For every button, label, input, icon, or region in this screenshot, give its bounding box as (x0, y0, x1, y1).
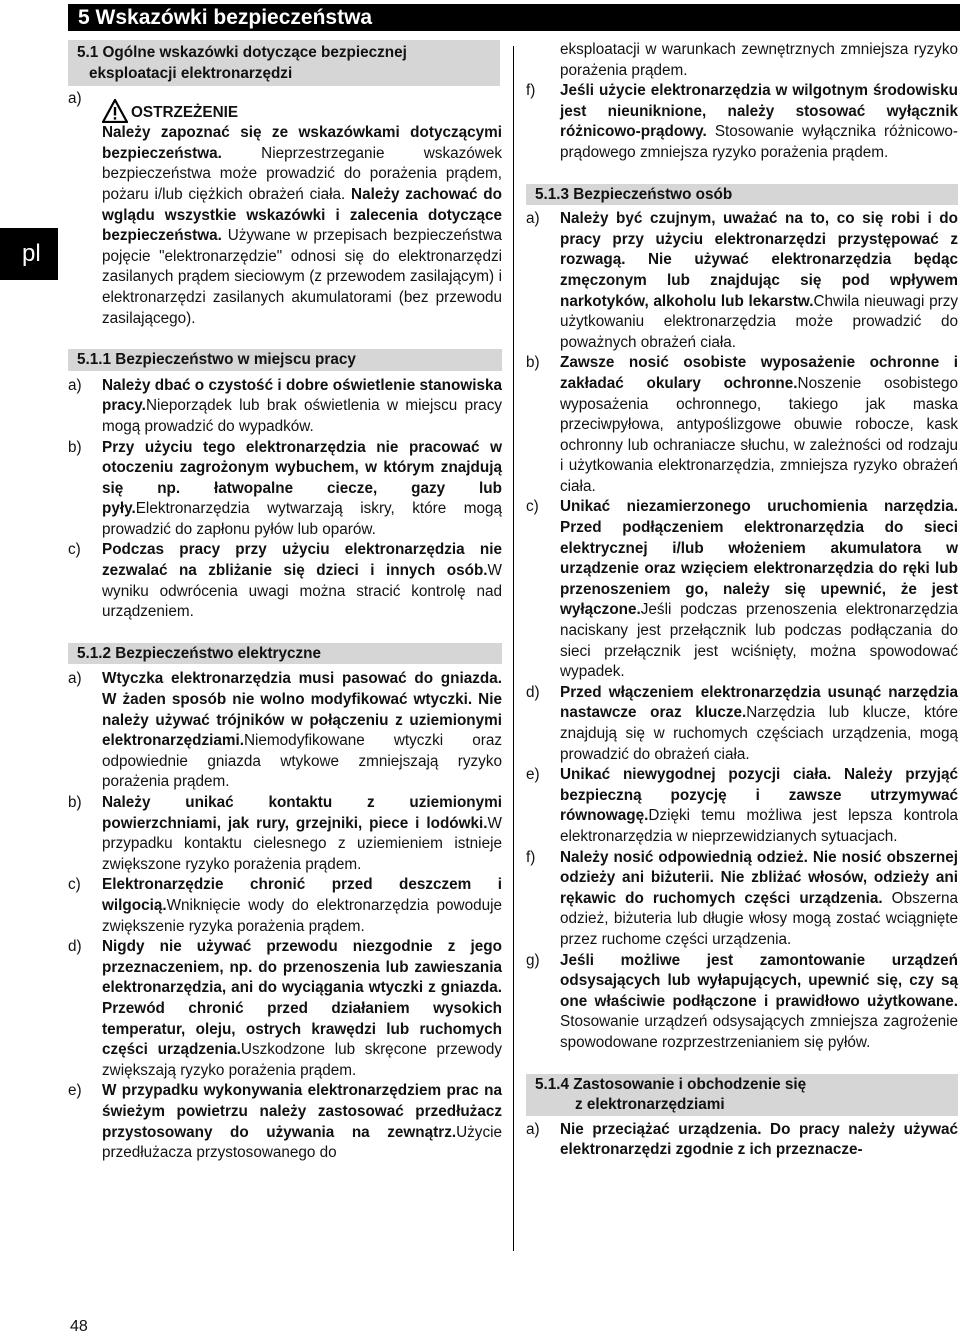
item-body-text: Niemodyfikowane wtyczki oraz odpowiednie gniazda wtykowe zmniejszają ryzyko porażenia prądem. (102, 732, 502, 791)
item-bold-text: Należy unikać kontaktu z uziemionymi powierzchniami, jak rury, grzejniki, piece i lodówki. (102, 794, 502, 832)
item-bold-text: Przed włączeniem elektronarzędzia usunąć narzędzia nastawcze oraz klucze. (560, 683, 958, 722)
list-item (526, 765, 958, 847)
item-label: c) (68, 541, 81, 559)
item-text (102, 376, 502, 438)
list-item (68, 438, 502, 541)
section-5-1-heading (68, 40, 500, 86)
item-text (560, 765, 958, 847)
item-text (560, 209, 958, 353)
item-bold-text: Należy nosić odpowiednią odzież. Nie nosić obszernej odzieży ani biżuterii. Nie zbliżać włosów, odzieży ani rękawic do ruchomych części urządzenia. (560, 848, 958, 907)
item-bold-text: Elektronarzędzie chronić przed deszczem i wilgocią. (102, 876, 502, 914)
item-bold-text: Należy dbać o czystość i dobre oświetlenie stanowiska pracy. (102, 376, 502, 415)
list-item (68, 793, 502, 875)
warning-heading (102, 99, 502, 123)
item-bold-text: Podczas pracy przy użyciu elektronarzędzia nie zezwalać na zbliżanie się dzieci i innych osób. (102, 541, 502, 580)
item-bold-text: Jeśli użycie elektronarzędzia w wilgotnym środowisku jest nieuniknione, należy stosować wyłącznik różnicowo-prądowy. (560, 82, 958, 141)
item-text (102, 875, 502, 937)
item-text (560, 1120, 958, 1161)
list-item (526, 951, 958, 1054)
item-body-text: Chwila nieuwagi przy użytkowaniu elektronarzędzia może prowadzić do poważnych obrażeń ciała. (560, 292, 958, 351)
item-bold-text: Należy zapoznać się ze wskazówkami dotyczącymi bezpieczeństwa. (102, 124, 502, 162)
list-item (526, 353, 958, 497)
list-item (68, 669, 502, 793)
item-body-text: Nieporządek lub brak oświetlenia w miejscu pracy mogą prowadzić do wypadków. (102, 397, 502, 435)
item-body-text: Nieprzestrzeganie wskazówek bezpieczeństwa może prowadzić do porażenia prądem, pożaru i/lub ciężkich obrażeń ciała. (102, 144, 502, 203)
item-bold-text: Unikać niewygodnej pozycji ciała. Należy przyjąć bezpieczną pozycję i zawsze utrzymywać równowagę. (560, 766, 958, 825)
item-body-text: Uszkodzone lub skręcone przewody zwiększają ryzyko porażenia prądem. (102, 1041, 502, 1079)
section-5-1-4-heading (526, 1074, 958, 1116)
item-label: a) (526, 1120, 540, 1138)
section-5-1-1-heading (68, 349, 502, 371)
section-5-1-heading-line2: eksploatacji elektronarzędzi (89, 64, 293, 82)
warning-label: OSTRZEŻENIE (131, 103, 239, 121)
column-divider (513, 46, 514, 1251)
item-text (102, 937, 502, 1081)
list-item (526, 497, 958, 682)
item-body-text: Noszenie osobistego wyposażenia ochronnego, takiego jak maska przeciwpyłowa, antypoślizgowe obuwie robocze, kask ochronny lub ochraniacze słuchu, w zależności od rodzaju i użytkowania elektronarzędzia, zmniejsza ryzyko obrażeń ciała. (560, 374, 958, 495)
item-bold-text: W przypadku wykonywania elektronarzędziem prac na świeżym powietrzu należy zastosować przedłużacz przystosowany do używania na zewnątrz. (102, 1082, 502, 1141)
list-item (68, 540, 502, 622)
item-body-text: Dzięki temu możliwa jest lepsza kontrola elektronarzędzia w nieprzewidzianych sytuacjach. (560, 807, 958, 845)
item-text (560, 848, 958, 951)
item-label: f) (526, 848, 536, 866)
item-body-text: W wyniku odwrócenia uwagi można stracić kontrolę nad urządzeniem. (102, 562, 502, 621)
item-body-text: Używane w przepisach bezpieczeństwa pojęcie "elektronarzędzie" odnosi się do elektronarzędzi zasilanych prądem sieciowym (z przewodem zasilającym) i elektronarzędzi zasilanych akumulatorami (bez przewodu zasilającego). (102, 227, 502, 327)
item-body-text: Stosowanie wyłącznika różnicowo-prądowego zmniejsza ryzyko porażenia prądem. (560, 123, 958, 161)
section-5-1-2-title: 5.1.2 Bezpieczeństwo elektryczne (77, 644, 322, 662)
list-item (526, 848, 958, 951)
section-5-1-2-heading (68, 643, 502, 665)
right-column (526, 40, 958, 1161)
section-5-1-3-title: 5.1.3 Bezpieczeństwo osób (535, 185, 733, 203)
section-5-1-4-title-line2: z elektronarzędziami (575, 1096, 725, 1114)
item-body-text: W przypadku kontaktu cielesnego z uziemieniem istnieje zwiększone ryzyko porażenia prądem. (102, 814, 502, 873)
item-label: d) (526, 683, 540, 701)
item-body-text: Stosowanie urządzeń odsysających zmniejsza zagrożenie spowodowane rozprzestrzenianiem się pyłów. (560, 1013, 958, 1051)
item-text (560, 81, 958, 163)
item-bold-text: Należy zachować do wglądu wszystkie wskazówki i zalecenia dotyczące bezpieczeństwa. (102, 185, 502, 245)
chapter-title-bar (68, 4, 960, 31)
list-item (68, 376, 502, 438)
item-bold-text: Nie przeciążać urządzenia. Do pracy należy używać elektronarzędzi zgodnie z ich przeznacze- (560, 1120, 958, 1159)
item-label: e) (526, 766, 540, 784)
page-number: 48 (70, 1318, 88, 1335)
warning-triangle-icon (102, 99, 128, 123)
item-label: d) (68, 938, 82, 956)
item-label: g) (526, 951, 540, 969)
item-label: a) (68, 376, 82, 394)
list-item (526, 81, 958, 163)
item-body-text: eksploatacji w warunkach zewnętrznych zmniejsza ryzyko porażenia prądem. (560, 41, 958, 79)
item-bold-text: Należy być czujnym, uważać na to, co się robi i do pracy przy użyciu elektronarzędzi przystępować z rozwagą. Nie używać elektronarzędzia będąc zmęczonym lub znajdując się pod wpływem narkotyków, alkoholu lub lekarstw. (560, 210, 958, 310)
item-body-text: Narzędzia lub klucze, które znajdują się w ruchomych częściach urządzenia, mogą prowadzić do obrażeń ciała. (560, 704, 958, 763)
list-item (68, 1081, 502, 1163)
language-code: pl (22, 240, 41, 267)
language-tab (0, 228, 58, 280)
list-item (68, 937, 502, 1081)
item-bold-text: Wtyczka elektronarzędzia musi pasować do gniazda. W żaden sposób nie wolno modyfikować wtyczki. Nie należy używać trójników w połączeniu z uziemionymi elektronarzędziami. (102, 670, 502, 750)
item-body-text: Obszerna odzież, biżuteria lub długie włosy mogą zostać wciągnięte przez ruchome części urządzenia. (560, 889, 958, 948)
item-label: f) (526, 82, 536, 100)
item-label: b) (526, 354, 540, 372)
list-item (68, 875, 502, 937)
item-label: e) (68, 1082, 82, 1100)
section-5-1-heading-line1: 5.1 Ogólne wskazówki dotyczące bezpiecznej (77, 44, 407, 61)
item-body-text: Użycie przedłużacza przystosowanego do (102, 1123, 502, 1162)
item-bold-text: Jeśli możliwe jest zamontowanie urządzeń odsysających lub wyłapujących, upewnić się, czy są one właściwie podłączone i prawidłowo użytkowane. (560, 951, 958, 1010)
list-item (68, 89, 502, 329)
item-bold-text: Przy użyciu tego elektronarzędzia nie pracować w otoczeniu zagrożonym wybuchem, w którym znajdują się np. łatwopalne ciecze, gazy lub pyły. (102, 438, 502, 518)
item-text (560, 353, 958, 497)
section-5-1-1-title: 5.1.1 Bezpieczeństwo w miejscu pracy (77, 351, 356, 369)
list-item (526, 1120, 958, 1161)
item-label: b) (68, 794, 82, 811)
item-body-text: Wniknięcie wody do elektronarzędzia powoduje zwiększenie ryzyka porażenia prądem. (102, 896, 502, 935)
item-text (102, 438, 502, 541)
chapter-title: 5 Wskazówki bezpieczeństwa (78, 6, 373, 29)
item-text (560, 951, 958, 1054)
list-item (526, 683, 958, 765)
left-column (68, 40, 502, 1164)
item-body-text: Jeśli podczas przenoszenia elektronarzędzia naciskany jest przełącznik lub podczas podłączania do sieci przełącznik jest wciśnięty, można spowodować wypadek. (560, 601, 958, 681)
item-label: b) (68, 438, 82, 456)
item-text (102, 793, 502, 875)
item-text (102, 540, 502, 622)
list-item-continuation (526, 40, 958, 81)
item-text (560, 497, 958, 682)
section-5-1-4-title-line1: 5.1.4 Zastosowanie i obchodzenie się (535, 1075, 807, 1093)
section-5-1-3-heading (526, 184, 958, 206)
item-label: a) (526, 210, 540, 228)
item-label: c) (526, 498, 539, 516)
item-bold-text: Unikać niezamierzonego uruchomienia narzędzia. Przed podłączeniem elektronarzędzia do sieci elektrycznej i/lub włożeniem akumulatora w urządzenie oraz wzięciem elektronarzędzia do ręki lub przenoszeniem go, należy się upewnić, że jest wyłączone. (560, 498, 958, 619)
item-body-text: Elektronarzędzia wytwarzają iskry, które mogą prowadzić do zapłonu pyłów lub oparów. (102, 500, 502, 538)
item-text (560, 683, 958, 765)
item-text (102, 669, 502, 793)
item-text (102, 1081, 502, 1163)
item-bold-text: Nigdy nie używać przewodu niezgodnie z jego przeznaczeniem, np. do przenoszenia lub zawieszania elektronarzędzia, ani do wyciągania wtyczki z gniazda. Przewód chronić przed działaniem wysokich temperatur, oleju, ostrych krawędzi lub ruchomych części urządzenia. (102, 938, 502, 1059)
item-bold-text: Zawsze nosić osobiste wyposażenie ochronne i zakładać okulary ochronne. (560, 354, 958, 392)
item-label: a) (68, 90, 82, 108)
item-text (102, 89, 502, 329)
item-label: a) (68, 670, 82, 688)
list-item (526, 209, 958, 353)
item-label: c) (68, 876, 81, 894)
